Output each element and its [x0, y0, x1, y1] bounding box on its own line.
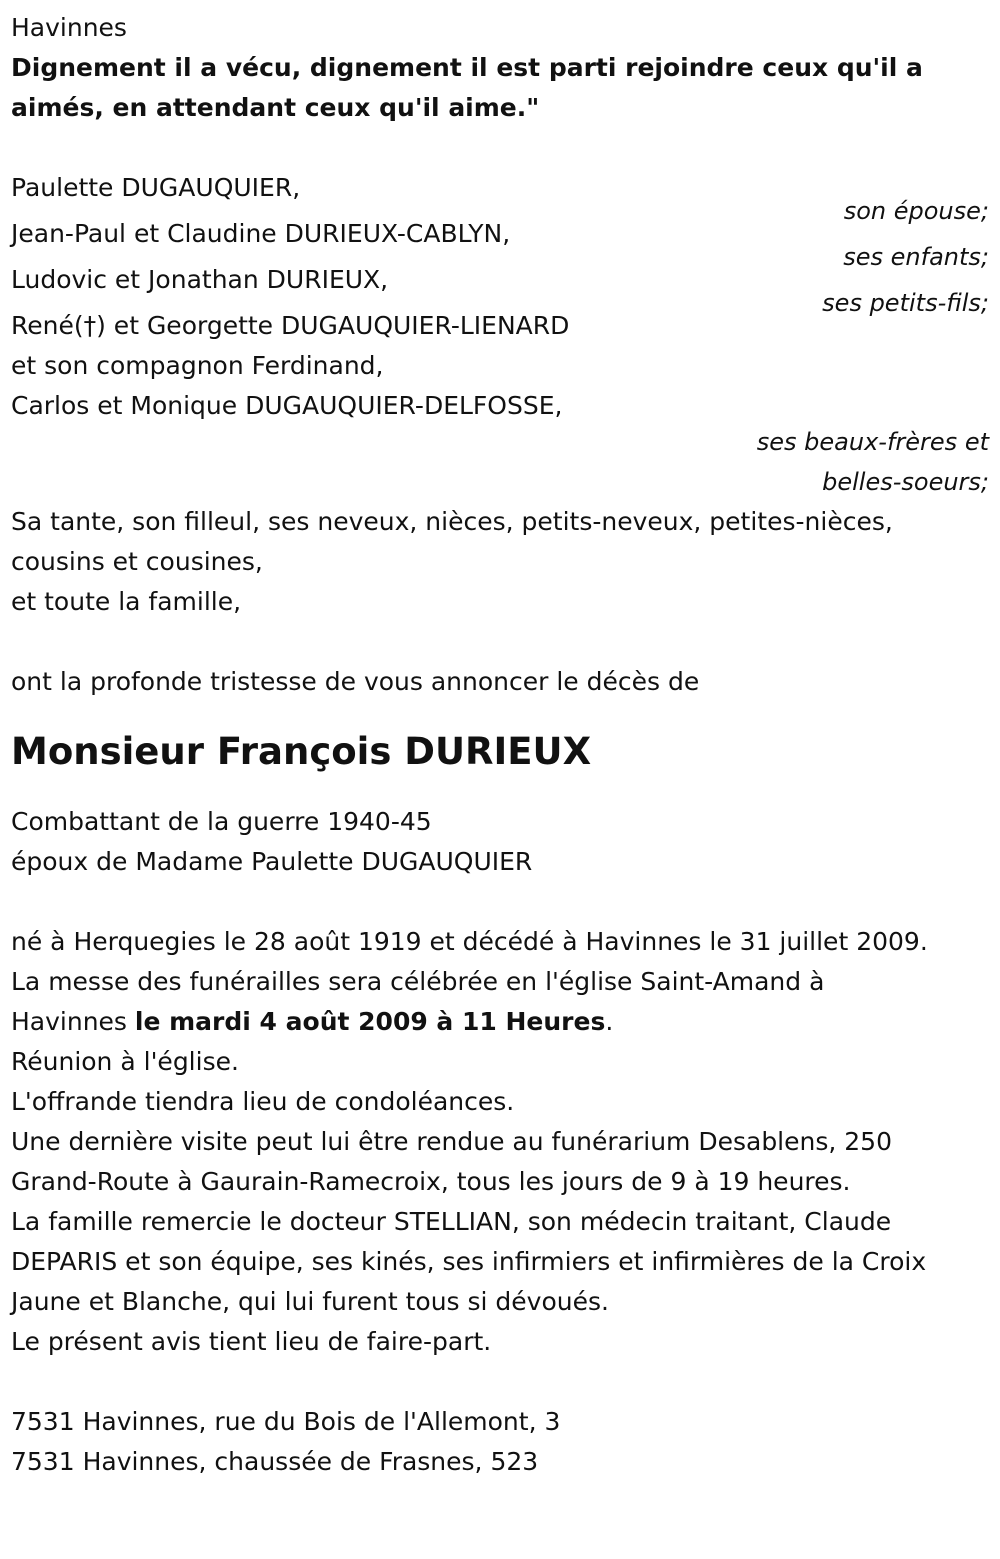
deceased-info: époux de Madame Paulette DUGAUQUIER — [11, 847, 533, 876]
family-role: ses petits-fils; — [822, 289, 989, 317]
detail-line: La messe des funérailles sera célébrée en l'église Saint-Amand à — [11, 967, 825, 996]
detail-suffix: . — [605, 1007, 614, 1036]
family-role: son épouse; — [843, 197, 989, 225]
detail-line: Le présent avis tient lieu de faire-part. — [11, 1327, 492, 1356]
announcement: ont la profonde tristesse de vous annoncer le décès de — [11, 667, 700, 696]
extended-family-line: cousins et cousines, — [11, 547, 263, 576]
address-line: 7531 Havinnes, chaussée de Frasnes, 523 — [11, 1447, 539, 1476]
family-name: Paulette DUGAUQUIER, — [11, 173, 301, 202]
place-heading: Havinnes — [11, 13, 127, 42]
family-role: ses enfants; — [843, 243, 989, 271]
deceased-info: Combattant de la guerre 1940-45 — [11, 807, 432, 836]
detail-prefix: Havinnes — [11, 1007, 135, 1036]
obituary-notice — [11, 8, 991, 1482]
family-name: et son compagnon Ferdinand, — [11, 351, 384, 380]
spacer — [11, 882, 991, 922]
extended-family-line: et toute la famille, — [11, 587, 242, 616]
detail-line: DEPARIS et son équipe, ses kinés, ses infirmiers et infirmières de la Croix — [11, 1247, 927, 1276]
address-line: 7531 Havinnes, rue du Bois de l'Allemont, 3 — [11, 1407, 561, 1436]
detail-line: Réunion à l'église. — [11, 1047, 239, 1076]
quote-line-1: Dignement il a vécu, dignement il est parti rejoindre ceux qu'il a — [11, 53, 923, 82]
family-name: Carlos et Monique DUGAUQUIER-DELFOSSE, — [11, 391, 563, 420]
spacer — [11, 128, 991, 168]
family-role: belles-soeurs; — [822, 468, 989, 496]
family-name: Jean-Paul et Claudine DURIEUX-CABLYN, — [11, 219, 511, 248]
spacer — [11, 1362, 991, 1402]
quote-line-2: aimés, en attendant ceux qu'il aime." — [11, 93, 540, 122]
family-role: ses beaux-frères et — [756, 428, 989, 456]
detail-line: La famille remercie le docteur STELLIAN, son médecin traitant, Claude — [11, 1207, 892, 1236]
deceased-name: Monsieur François DURIEUX — [11, 730, 592, 773]
family-name: Ludovic et Jonathan DURIEUX, — [11, 265, 389, 294]
detail-line: Jaune et Blanche, qui lui furent tous si dévoués. — [11, 1287, 609, 1316]
funeral-date: le mardi 4 août 2009 à 11 Heures — [134, 1007, 606, 1036]
extended-family-line: Sa tante, son filleul, ses neveux, nièces, petits-neveux, petites-nièces, — [11, 507, 893, 536]
detail-line: Une dernière visite peut lui être rendue au funérarium Desablens, 250 — [11, 1127, 892, 1156]
family-name: René(†) et Georgette DUGAUQUIER-LIENARD — [11, 311, 570, 340]
spacer — [11, 622, 991, 662]
detail-line: né à Herquegies le 28 août 1919 et décédé à Havinnes le 31 juillet 2009. — [11, 927, 928, 956]
detail-line: L'offrande tiendra lieu de condoléances. — [11, 1087, 515, 1116]
detail-line-funeral-date — [11, 1002, 991, 1042]
detail-line: Grand-Route à Gaurain-Ramecroix, tous les jours de 9 à 19 heures. — [11, 1167, 851, 1196]
